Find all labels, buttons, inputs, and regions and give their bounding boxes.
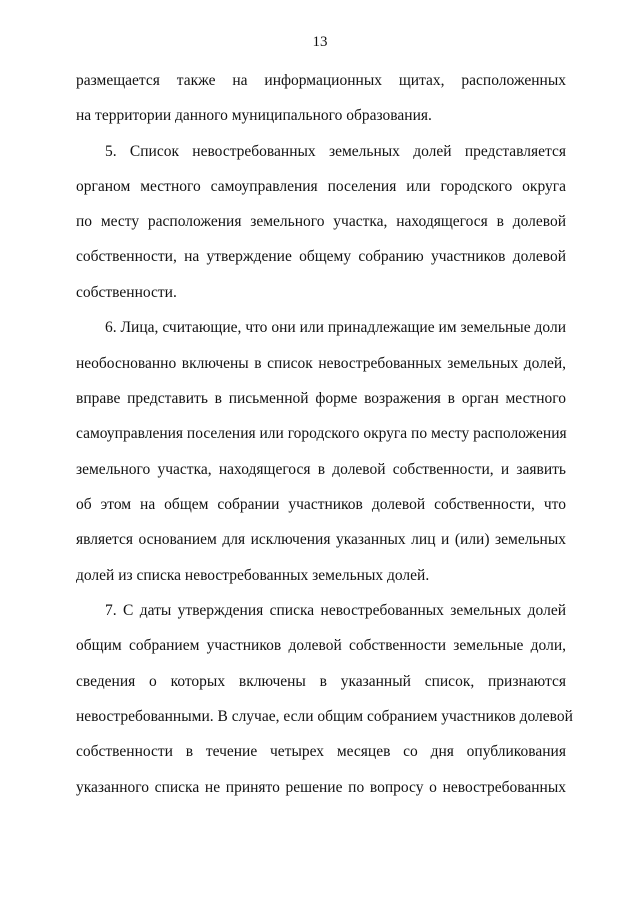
text-line: собственности в течение четырех месяцев со дня опубликования <box>76 743 566 760</box>
text-line: по месту расположения земельного участка, находящегося в долевой <box>76 213 566 230</box>
text-line: общим собранием участников долевой собственности земельные доли, <box>76 637 566 654</box>
text-line: собственности, на утверждение общему собранию участников долевой <box>76 248 566 265</box>
text-line: сведения о которых включены в указанный список, признаются <box>76 673 566 690</box>
text-line: земельного участка, находящегося в долевой собственности, и заявить <box>76 461 566 478</box>
text-line: на территории данного муниципального образования. <box>76 107 432 124</box>
page-number: 13 <box>312 34 328 50</box>
text-line: об этом на общем собрании участников долевой собственности, что <box>76 496 566 513</box>
text-line: собственности. <box>76 284 177 301</box>
text-line: невостребованными. В случае, если общим собранием участников долевой <box>76 708 573 725</box>
text-line: вправе представить в письменной форме возражения в орган местного <box>76 390 566 407</box>
text-line: размещается также на информационных щитах, расположенных <box>76 72 566 89</box>
text-line: указанного списка не принято решение по вопросу о невостребованных <box>76 779 566 796</box>
text-line: долей из списка невостребованных земельных долей. <box>76 567 430 584</box>
text-line: органом местного самоуправления поселения или городского округа <box>76 178 566 195</box>
paragraph-7-start: 7. С даты утверждения списка невостребованных земельных долей <box>105 602 566 619</box>
paragraph-6-start: 6. Лица, считающие, что они или принадлежащие им земельные доли <box>105 319 566 336</box>
text-line: необоснованно включены в список невостребованных земельных долей, <box>76 355 566 372</box>
text-line: самоуправления поселения или городского округа по месту расположения <box>76 425 567 442</box>
paragraph-5-start: 5. Список невостребованных земельных долей представляется <box>105 143 566 160</box>
text-line: является основанием для исключения указанных лиц и (или) земельных <box>76 531 566 548</box>
